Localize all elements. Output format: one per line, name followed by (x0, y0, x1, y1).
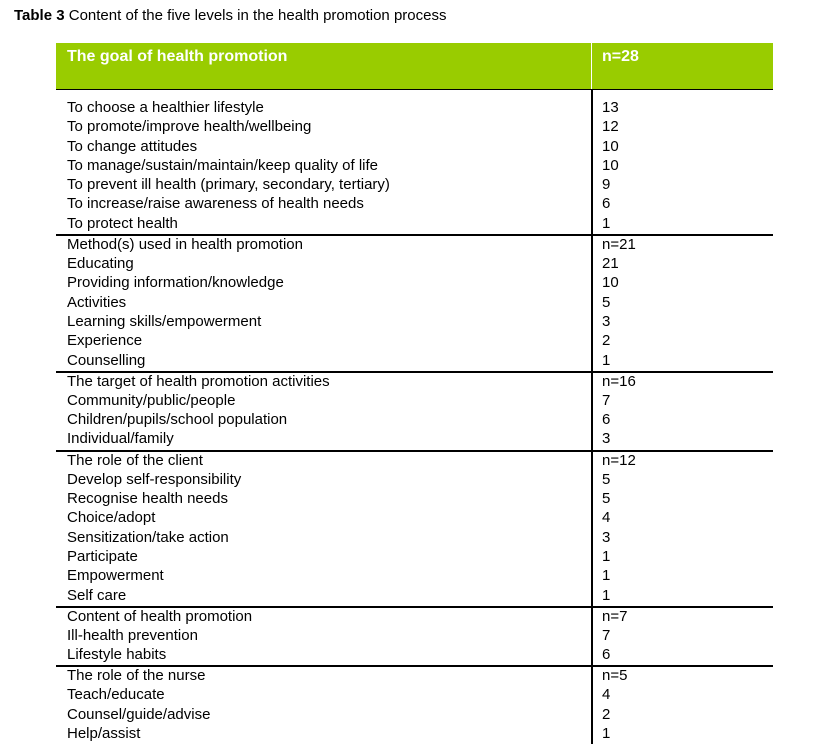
section-header-row (56, 606, 773, 627)
row-label-cell: Choice/adopt (67, 509, 156, 527)
row-value-cell: 12 (591, 118, 773, 137)
row-label-cell: Sensitization/take action (67, 528, 229, 546)
table-row (56, 509, 773, 528)
section-n-cell: n=5 (591, 667, 773, 686)
row-label-cell: Educating (67, 255, 134, 273)
row-label-cell: Community/public/people (67, 391, 236, 409)
row-value-cell: 3 (591, 430, 773, 449)
table-caption-text: Content of the five levels in the health promotion process (68, 7, 447, 24)
section-header-row (56, 450, 773, 471)
row-value-cell: 6 (591, 411, 773, 430)
section-header-row (56, 371, 773, 392)
row-value-cell: 3 (591, 313, 773, 332)
row-value-cell: 21 (591, 255, 773, 274)
row-value-cell: 6 (591, 195, 773, 214)
row-label-cell: Help/assist (67, 725, 141, 743)
health-promotion-table (56, 43, 773, 744)
row-value-cell: 6 (591, 646, 773, 665)
table-row (56, 138, 773, 157)
section-n-cell: n=12 (591, 452, 773, 471)
table-row (56, 411, 773, 430)
row-label-cell: To protect health (67, 214, 178, 232)
table-row (56, 255, 773, 274)
table-row (56, 587, 773, 606)
row-label-cell: To choose a healthier lifestyle (67, 99, 264, 116)
header-n-cell: n=28 (591, 43, 773, 89)
row-value-cell: 4 (591, 686, 773, 705)
row-label-cell: To increase/raise awareness of health needs (67, 195, 364, 213)
table-caption-label: Table 3 (14, 7, 65, 24)
row-value-cell: 10 (591, 274, 773, 293)
table-row (56, 274, 773, 293)
row-label-cell: Children/pupils/school population (67, 411, 288, 429)
table-row (56, 294, 773, 313)
row-label-cell: Ill-health prevention (67, 626, 198, 644)
column-divider (591, 90, 593, 99)
table-row (56, 471, 773, 490)
section-n-cell: n=21 (591, 236, 773, 255)
row-value-cell: 1 (591, 567, 773, 586)
table-body (56, 99, 773, 744)
row-label-cell: Lifestyle habits (67, 646, 167, 664)
table-row (56, 99, 773, 118)
row-value-cell: 1 (591, 725, 773, 744)
table-row (56, 195, 773, 214)
table-row (56, 176, 773, 195)
row-value-cell: 5 (591, 490, 773, 509)
table-row (56, 352, 773, 371)
row-label-cell: To promote/improve health/wellbeing (67, 118, 312, 136)
row-label-cell: Activities (67, 293, 127, 311)
row-label-cell: Counsel/guide/advise (67, 705, 211, 723)
section-title-cell: Method(s) used in health promotion (67, 236, 303, 254)
table-row (56, 725, 773, 744)
row-label-cell: Empowerment (67, 567, 164, 585)
row-value-cell: 7 (591, 627, 773, 646)
row-label-cell: Develop self-responsibility (67, 470, 242, 488)
row-value-cell: 2 (591, 706, 773, 725)
row-value-cell: 4 (591, 509, 773, 528)
row-label-cell: To change attitudes (67, 137, 198, 155)
row-value-cell: 10 (591, 157, 773, 176)
section-title-cell: The role of the nurse (67, 667, 206, 685)
table-row (56, 627, 773, 646)
table-row (56, 332, 773, 351)
table-caption (14, 7, 446, 25)
row-label-cell: Participate (67, 547, 138, 565)
section-title-cell: The role of the client (67, 451, 203, 469)
table-row (56, 313, 773, 332)
row-label-cell: Experience (67, 332, 143, 350)
row-value-cell: 5 (591, 294, 773, 313)
table-row (56, 548, 773, 567)
row-label-cell: Learning skills/empowerment (67, 312, 262, 330)
section-n-cell: n=16 (591, 373, 773, 392)
section-n-cell: n=7 (591, 608, 773, 627)
table-header-row (56, 43, 773, 90)
section-title-cell: Content of health promotion (67, 607, 253, 625)
row-label-cell: Self care (67, 586, 127, 604)
row-label-cell: Teach/educate (67, 686, 165, 704)
row-value-cell: 5 (591, 471, 773, 490)
table-row (56, 529, 773, 548)
table-row (56, 686, 773, 705)
row-value-cell: 7 (591, 392, 773, 411)
section-header-row (56, 665, 773, 686)
row-value-cell: 1 (591, 587, 773, 606)
row-value-cell: 1 (591, 215, 773, 234)
table-row (56, 157, 773, 176)
row-value-cell: 1 (591, 548, 773, 567)
row-value-cell: 1 (591, 352, 773, 371)
table-row (56, 392, 773, 411)
row-value-cell: 9 (591, 176, 773, 195)
table-row (56, 706, 773, 725)
row-label-cell: Individual/family (67, 430, 174, 448)
section-title-cell: The target of health promotion activities (67, 372, 330, 390)
table-row (56, 118, 773, 137)
header-goal-cell: The goal of health promotion (67, 48, 288, 65)
row-label-cell: To prevent ill health (primary, secondary, tertiary) (67, 176, 390, 194)
section-header-row (56, 234, 773, 255)
table-row (56, 646, 773, 665)
row-label-cell: Recognise health needs (67, 490, 228, 508)
row-label-cell: Providing information/knowledge (67, 274, 284, 292)
table-row (56, 215, 773, 234)
table-row (56, 490, 773, 509)
row-value-cell: 13 (591, 99, 773, 118)
table-row (56, 567, 773, 586)
row-value-cell: 10 (591, 138, 773, 157)
table-row (56, 430, 773, 449)
row-label-cell: Counselling (67, 351, 146, 369)
row-label-cell: To manage/sustain/maintain/keep quality of life (67, 156, 379, 174)
row-value-cell: 3 (591, 529, 773, 548)
row-value-cell: 2 (591, 332, 773, 351)
